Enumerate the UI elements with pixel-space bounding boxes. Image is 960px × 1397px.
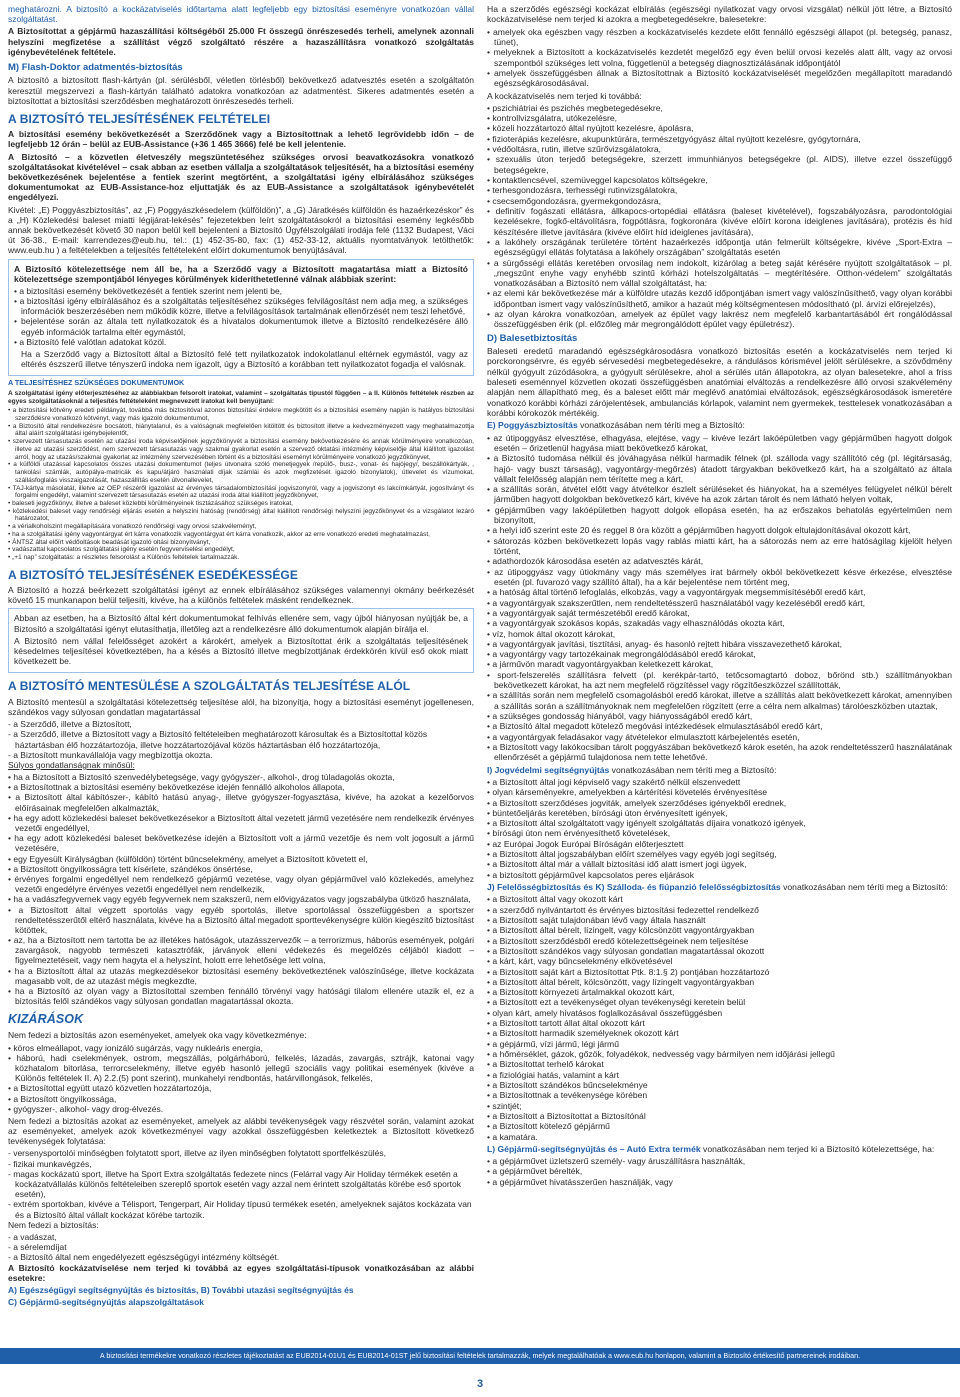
- right-list-1: [487, 27, 952, 89]
- list-item: • gépjárműben vagy lakóépületben hagyott dolgok ellopása esetén, ha az erőszakos behatolás egyértelműen nem bizonyított,: [487, 505, 952, 526]
- list-item: • olyan kárseményekre, amelyekben a kártérítési követelés érvényesítése: [487, 787, 952, 797]
- list-item: • a Biztosított által már a vállalt biztosítási idő alatt ismert jogi ügyek,: [487, 859, 952, 869]
- section-l-title: L) Gépjármű-segítségnyújtás és – Autó Extra termék: [487, 1143, 701, 1154]
- list-item: - a sérelemdíjat: [8, 1242, 474, 1252]
- list-item: • sátorozás közben bekövetkezett lopás vagy rablás miatti kárt, ha a sátorozás nem az erre hatóságilag kijelölt helyen történt,: [487, 536, 952, 557]
- documents-intro: A szolgáltatási igény előterjesztéséhez az alábbiakban felsorolt iratokat, valamint – szolgáltatás típustól függően – a II. Különös feltételek részben az egyes szolgáltatásoknál a teljesítés feltételeként megnevezett iratokat kell benyújtani:: [8, 389, 474, 405]
- section-j-header: [487, 882, 952, 892]
- list-item: • ha a Biztosító az olyan vagy a Biztosítottal szemben fennálló törvényi vagy hatósági tilalom ellenére utazik el, ez a biztosítás felől szándékos vagy súlyosan gondatlan magatartással okozta.: [8, 986, 474, 1006]
- section-j-title: J) Felelősségbiztosítás és K) Szálloda- és fiúpanzió felelősségbiztosítás: [487, 882, 781, 893]
- list-item: • a Biztosított által szolgáltatott vagy igényelt szolgáltatás díjaira vonatkozó igények,: [487, 818, 952, 828]
- list-item: • a biztosítási igény elbírálásához és a szolgáltatás teljesítéséhez szükséges felvilágosítást nem adja meg, a szükséges információk beszerzésében nem működik közre, illetve a felvilágosítások tartalmának ellenőrzését nem teszi lehetővé,: [14, 296, 468, 316]
- list-item: • TAJ-kártya másolatát, illetve az OEP részéről igazolást az érvényes társadalombiztosítási jogviszonyról, vagy a jogviszonyt és lakcímkártyát, jogosítványt és forgalmi engedélyt, valamint szervezett társasutazás esetén az utazási iroda által kiállított jegyzőkönyvet,: [8, 485, 474, 500]
- list-item: • kontaktlencsével, szemüveggel kapcsolatos költségekre,: [487, 175, 952, 185]
- list-item: • az elemi kár bekövetkezése már a külföldre utazás kezdő időpontjában ismert vagy valószínűsíthető, vagy olyan korábbi időpontban ismert vagy valószínűsíthető, amikor a hazaút még költségmentesen módosítható (pl. árvízi előrejelzés),: [487, 288, 952, 309]
- list-item: - a Szerződő, illetve a Biztosított vagy a Biztosító feltételeiben meghatározott károsultak és a Biztosítottal közös háztartásban élő hozzátartozója, illetve hozzátartozójával közös háztartásban élő hozzátartozója,: [8, 729, 474, 749]
- list-item: • pszichiátriai és pszichés megbetegedésekre,: [487, 103, 952, 113]
- list-item: - magas kockázatú sport, illetve ha Sport Extra szolgáltatás fedezete nincs (Felárral vagy Air Holiday térmékek esetén a kockázatvállalás különös feltételeiben szereplő sportok esetén vagy azzal nem érintett szolgáltatás körébe eső sportok esetén),: [8, 1169, 474, 1200]
- list-item: • a fiziológiai hatás, valamint a kárt: [487, 1070, 952, 1080]
- feltetel-2: A Biztosító – a közvetlen életveszély megszüntetéséhez szükséges orvosi beavatkozásokra vonatkozó szolgáltatásokat kivételével – csak abban az esetben vállalja a szolgáltatások teljesítését, ha a biztosítási esemény bekövetkezésének bejelentése a fentiek szerint megtörtént, a szolgáltatási igény elbírálásához szükséges dokumentumokat az EUB-Assistance-hoz eljuttatják és az EUB-Assistance a szolgáltatások igénybevételét engedélyezi.: [8, 151, 474, 203]
- section-j-list: [487, 894, 952, 1142]
- list-item: • baleseti jegyzőkönyv, illetve a baleset közlebbi körülményeinek tisztázásához szükséges iratokat,: [8, 500, 474, 508]
- list-item: • az útipoggyász elvesztése, elhagyása, elejtése, vagy – kivéve lezárt lakóépületben vagy gépjárműben hagyott dolgok esetén – őrizetlenül hagyása miatt bekövetkező károkat,: [487, 433, 952, 454]
- list-item: • a gépjármű, vízi jármű, légi jármű: [487, 1039, 952, 1049]
- intro-selfpay: A Biztosítottat a gépjármű hazaszállítási költségéből 25.000 Ft összegű önrészesedés terheli, amelynek azonnali helyszíni megfizetése a szállítást végző szolgáltató részére a hazaszállításra vonatkozó szolgáltatás igénybevételének feltétele.: [8, 26, 474, 57]
- sulyos-list: [8, 772, 474, 1006]
- list-item: • a szerződő nyilvántartott és érvényes biztosítási fedezettel rendelkező: [487, 905, 952, 915]
- list-item: - fizikai munkavégzés,: [8, 1159, 474, 1169]
- list-item: • szexuális úton terjedő betegségekre, szerzett immunhiányos betegségekre (pl. AIDS), illetve ezzel összefüggő betegségekre,: [487, 154, 952, 175]
- list-item: • ha a szolgáltatási igény vagyontárgyat ért kárra vonatkozik vagyontárgyat ért kárra vonatkozik, akkor az erre vonatkozó eredeti meghatalmazást,: [8, 531, 474, 539]
- heading-feltetelei: A BIZTOSÍTÓ TELJESÍTÉSÉNEK FELTÉTELEI: [8, 111, 271, 126]
- list-item: • a szállítás során, átvétel előtt vagy átvételkor észlelt sérüléseket és hiányokat, ha a személyes felügyelet nélkül bérelt járműben hagyott dolgokban bekövetkező kárt, kivéve ha azok zártan tárolt és nem látható helyen voltak,: [487, 484, 952, 505]
- list-item: - versenysportolói minőségben folytatott sport, illetve az ilyen minőségben folytatott sportfelkészülés,: [8, 1148, 474, 1158]
- list-item: • a Biztosított szándékos bűncselekménye: [487, 1080, 952, 1090]
- list-item: • melyeknek a Biztosított a kockázatviselés kezdetét megelőző egy éven belül orvosi kezelés alatt állt, vagy az orvosi szempontból szükséges lett volna, függetlenül a betegség diagnosztizálásának időpontjától: [487, 47, 952, 68]
- list-item: • olyan kárt, amely hivatásos foglalkozásával összefüggésben: [487, 1008, 952, 1018]
- list-item: • a biztosítási esemény bekövetkezését a fentiek szerint nem jelenti be,: [14, 286, 468, 296]
- list-item: • csecsemőgondozásra, gyermekgondozásra,: [487, 196, 952, 206]
- list-item: • ha a Biztosított által az utazás megkezdésekor biztosítási esemény bekövetkeztének valószínűsége, illetve kockázata magasabb volt, de az utazást mégis megkezdte,: [8, 966, 474, 986]
- list-item: • az olyan károkra vonatkozóan, amelyek az épület vagy lakrész nem megfelelő karbantartásából ért rongálódással összefüggésben érik (pl. előzőleg már megrongálódott épület vagy épületrész).: [487, 309, 952, 330]
- list-item: • az, ha a Biztosított nem tartotta be az illetékes hatóságok, utazásszervezők – a terrorizmus, háborús események, polgári zavargások, nagyobb természeti katasztrófák, járványok elleni védekezés és megelőzés céljából kiadott – figyelmeztetéseit, vagy nem hagyta el a helyszínt, holott erre lehetősége lett volna,: [8, 935, 474, 966]
- documents-box: [8, 608, 474, 673]
- kizarasok-list: [8, 1043, 474, 1114]
- box1-list: [14, 286, 468, 347]
- list-item: • a Biztosított saját kárt a Biztosítottat Ptk. 8:1.§ 2) pontjában hozzátartozó: [487, 967, 952, 977]
- list-item: • a Biztosított harmadik személyeknek okozott kárt: [487, 1028, 952, 1038]
- list-item: • a Biztosított kötelező gépjármű: [487, 1121, 952, 1131]
- list-item: • a vérialkoholszint megállapítására vonatkozó rendőrségi vagy orvosi szakvéleményt,: [8, 523, 474, 531]
- list-item: • az Európai Jogok Európai Bíróságán előterjesztett: [487, 839, 952, 849]
- list-item: • a Biztosított által vagy okozott kárt: [487, 894, 952, 904]
- list-item: • a Biztosítottnak a biztosítási esemény bekövetkezése idején fennálló alkoholos állapota,: [8, 782, 474, 792]
- list-item: • a Biztosított tartott állat által okozott kárt: [487, 1018, 952, 1028]
- section-i-intro: vonatkozásában nem téríti meg a Biztosító:: [611, 764, 777, 775]
- section-i-title: I) Jogvédelmi segítségnyújtás: [487, 764, 610, 775]
- list-item: • víz, homok által okozott károkat,: [487, 629, 952, 639]
- heading-esedekesseg: A BIZTOSÍTÓ TELJESÍTÉSÉNEK ESEDÉKESSÉGE: [8, 567, 298, 582]
- list-item: • a Biztosított környezeti ártalmakkal okozott kárt,: [487, 987, 952, 997]
- mentesules-intro: A Biztosító mentesül a szolgáltatási kötelezettség teljesítése alól, ha bizonyítja, hogy a biztosítási eseményt jogellenesen, szándékos vagy súlyosan gondatlan magatartással: [8, 696, 474, 717]
- heading-mentesules: A BIZTOSÍTÓ MENTESÜLÉSE A SZOLGÁLTATÁS TELJESÍTÉSE ALÓL: [8, 679, 411, 694]
- list-item: • a vagyontárgy vagy tartozékainak megrongálódásából eredő károkat,: [487, 649, 952, 659]
- section-l-intro: vonatkozásában nem terjed ki a Biztosító kötelezettsége, ha:: [703, 1143, 935, 1154]
- kizarasok-2: Nem fedezi a biztosítás azokat az eseményeket, amelyek az alábbi tevékenységek vagy részvétel során, valamint azokat az eseményeket, amelyek azok következményei vagy azokkal összefüggésben keletkeztek a Biztosított következő tevékenységek folytatása:: [8, 1115, 474, 1147]
- kizarasok-dash-list: [8, 1148, 474, 1219]
- list-item: • érvényes forgalmi engedéllyel nem rendelkező gépjármű vezetése, vagy olyan gépjárművel való közlekedés, amelyhez vezetői engedélyre érvényes vezetői engedéllyel nem rendelkezik,: [8, 874, 474, 894]
- list-item: • amelyek összefüggésben állnak a Biztosítottnak a Biztosító kockázatviselését megelőzően megállapított maradandó egészségkárosodásával.: [487, 68, 952, 89]
- list-item: • a Biztosított ezt a tevékenységet olyan tevékenységi keretein belül: [487, 997, 952, 1007]
- list-item: • a Biztosító által rendelkezésre bocsátott, hiánytalanul, és a valóságnak megfelelően kitöltött és biztosított illetve a kedvezményezett vagy meghatalmazottja által aláírt szolgáltatási igénybejelentőt,: [8, 423, 474, 438]
- list-item: • a Biztosítottat terhelő károkat: [487, 1059, 952, 1069]
- list-item: • a Biztosított szándékos vagy súlyosan gondatlan magatartással okozott: [487, 946, 952, 956]
- list-item: • közeli hozzátartozó által nyújtott kezelésre, ápolásra,: [487, 123, 952, 133]
- section-e-list: [487, 433, 952, 763]
- kizarasok-dash-list-2: [8, 1232, 474, 1263]
- list-item: • szervezett társasutazás esetén az utazási iroda képviselőjének jegyzőkönyvét a biztosítási esemény bekövetkezésére és annak körülményeire vonatkozóan, illetve az utazási szerződést, nem szervezett társasutazás vagy szakmai gyakorlat esetén a szervező oktatási intézmény képviselője által kiállított igazolást arról, hogy az utazás/szakmai gyakorlat az intézmény szervezésében történt és a biztosítási eseményt körülményeire vonatkozó jegyzőkönyvet,: [8, 438, 474, 461]
- list-item: • sport-felszerelés szállításra felvett (pl. kerékpár-tartó, tetőcsomagtartó doboz, bőrönd stb.) szállítmányokban bekövetkezett károkat, ha azt nem megfelelő rögzítéssel vagy rögzítőeszközzel szállították,: [487, 670, 952, 691]
- list-item: • a Biztosítottal együtt utazó közvetlen hozzátartozója,: [8, 1083, 474, 1093]
- list-item: • a Biztosított saját tulajdonában lévő vagy általa használt: [487, 915, 952, 925]
- section-l-header: [487, 1144, 952, 1154]
- list-item: - a Szerződő, illetve a Biztosított,: [8, 719, 474, 729]
- list-item: • a Biztosított szerződésből eredő kötelezettségeinek nem teljesítése: [487, 936, 952, 946]
- box1-intro: A Biztosító kötelezettsége nem áll be, ha a Szerződő vagy a Biztosított magatartása miatt a Biztosító kötelezettsége szempontjából lényeges körülmények kideríthetetlenné válnak alábbiak szerint:: [14, 263, 468, 284]
- list-item: • egy Egyesült Királyságban (külföldön) történt bűncselekmény, amelyet a Biztosított követett el,: [8, 854, 474, 864]
- list-item: • a Biztosított által végzett sportolás vagy egyéb sportolás, illetve sportolással összefüggésben a sportszer rendeltetésszerűtől eltérő használata, kivéve ha a Biztosító által megadott sporttevékenységre külön kiegészítő biztosítást kötöttek,: [8, 905, 474, 936]
- list-item: • a vagyontárgyak szokásos kopás, szakadás vagy elhasználódás okozta kárt,: [487, 618, 952, 628]
- list-item: • ha a vadászfegyvernek vagy egyéb fegyvernek nem szakszerű, nem elővigyázatos vagy jogszabályba ütköző használata,: [8, 894, 474, 904]
- kizarasok-3: Nem fedezi a biztosítás:: [8, 1219, 99, 1230]
- list-item: • „+1 nap” szolgáltatás: a részletes felsorolást a Különös feltételek tartalmazzák.: [8, 554, 474, 562]
- list-item: • a külföldi utazással kapcsolatos összes utazási dokumentumot (teljes útvonalra szóló menetjegyek /repülő-, busz-, vonat- és hajójegy/, beszállókártyák, , tankolási számlák, autópálya-matricák és kapu/átjáró használati díjak számlái és azok megfizetését igazoló bizonylatok), útlevelet és vízumokat, szállásfoglalás visszaigazolását, hazaszállítás esetén útvonallevelet,: [8, 461, 474, 484]
- list-item: • a lakóhely országának területére történt hazaérkezés időpontja után felmerült költségekre, kivéve „Sport-Extra – egészségügyi ellátás folytatása a lakóhely országában” szolgáltatás esetén: [487, 237, 952, 258]
- list-item: • a Biztosított szerződéses jogviták, amelyek szerződéses igényekből erednek,: [487, 798, 952, 808]
- section-m-text: A biztosító a biztosított flash-kártyán (pl. sérülésből, véletlen törlésből) bekövetkező adatvesztés esetén a szolgáltatón keresztül megszervezi a flash-kártyán található adatokra vonatkozóan az adatmentést. Sikeres adatmentés esetén a biztosítottat a biztosítási szerződésben meghatározott önrészesedés terheli.: [8, 75, 474, 106]
- list-item: • bírósági úton nem érvényesíthető követelések,: [487, 828, 952, 838]
- list-item: • büntetőeljárás keretében, bírósági úton érvényesített igények,: [487, 808, 952, 818]
- list-item: • a Biztosított öngyilkossága,: [8, 1094, 474, 1104]
- list-item: • a hőmérséklet, gázok, gőzök, folyadékok, nedvesség vagy bármilyen nem időjárási jellegű: [487, 1049, 952, 1059]
- list-item: • háború, hadi cselekmények, ostrom, megszállás, polgárháború, felkelés, lázadás, zavargás, sztrájk, katonai vagy közhatalom bitorlása, terrorcselekmény, illetve egyéb hasonló jellegű szociális vagy politikai események (kivéve a Különös feltételek II. A) 2.2.(5) pont szerint), munkahelyi rendbontás, határvillongások, felkelés,: [8, 1053, 474, 1084]
- right-column: [487, 4, 952, 1189]
- list-item: • a biztosított gépjárművel kapcsolatos peres eljárások: [487, 870, 952, 880]
- list-item: • a Biztosított által jogi képviselő vagy szakértő nélkül elszenvedett: [487, 777, 952, 787]
- left-column: [8, 4, 474, 1309]
- box1-outro: Ha a Szerződő vagy a Biztosított által a Biztosító felé tett nyilatkozatok indokolatlanul eltérnek egymástól, vagy az eltérés észszerű illetve tényszerű indoka nem igazolt, úgy a Biztosító a korábban tett nyilatkozatot fogadja el valósnak.: [21, 349, 468, 370]
- obligation-box: [8, 259, 474, 377]
- right-list-2: [487, 103, 952, 330]
- list-item: • a Biztosítottnak a tevékenysége körében: [487, 1090, 952, 1100]
- list-item: • a vagyontárgyak feladásakor vagy átvételekor elmulasztott kárbejelentés esetén,: [487, 732, 952, 742]
- list-item: • a Biztosított által bérelt, kölcsönzött, vagy lízingelt vagyontárgyakban: [487, 977, 952, 987]
- list-item: • terhesgondozásra, terhességi rutinvizsgálatokra,: [487, 185, 952, 195]
- box2-p2: A Biztosító nem vállal felelősséget azokért a károkért, amelyek a Biztosítottat érik a szolgáltatás teljesítésének késedelmes teljesítései következtében, ha a késés a Biztosító illetve megbízottjának érdekkörén kívül eső okok miatt következett be.: [14, 635, 468, 667]
- feltetel-1: A biztosítási esemény bekövetkezését a Szerződőnek vagy a Biztosítottnak a lehető legrövidebb időn – de legfeljebb 12 órán – belül az EUB-Assistance (+36 1 465 3666) felé be kell jelentenie.: [8, 129, 474, 150]
- section-e-intro: vonatkozásában nem téríti meg a Biztosító:: [580, 420, 745, 431]
- list-item: • ha egy adott közlekedési baleset bekövetkezésekor a Biztosított által vezetett jármű vezetésére nem rendelkezik érvényes vezetői engedéllyel,: [8, 813, 474, 833]
- list-item: • szintjét;: [487, 1101, 952, 1111]
- list-item: • a Biztosított által jogszabályban előírt személyes vagy egyéb jogi segítség,: [487, 849, 952, 859]
- section-i-header: [487, 765, 952, 775]
- list-item: • a hatóság által történő lefoglalás, elkobzás, vagy a vagyontárgyak megsemmisítéséből eredő kárt,: [487, 587, 952, 597]
- list-item: • amelyek oka egészben vagy részben a kockázatviselés kezdete előtt fennálló egészségi állapot (pl. betegség, panasz, tünet),: [487, 27, 952, 48]
- list-item: • a járművön maradt vagyontárgyakban keletkezett károkat,: [487, 659, 952, 669]
- list-item: • fizioterápiás kezelésre, akupunktúrára, természetgyógyász által nyújtott kezelésre, gyógytornára,: [487, 134, 952, 144]
- list-item: • a Biztosító felé valótlan adatokat közöl.: [14, 337, 468, 347]
- documents-section: [8, 379, 474, 561]
- list-item: • a Biztosított öngyilkosságra tett kísérlete, szándékos önsértése,: [8, 864, 474, 874]
- list-item: • a kárt, kárt, vagy bűncselekmény elkövetésével: [487, 956, 952, 966]
- section-m-title: M) Flash-Doktor adatmentés-biztosítás: [8, 61, 183, 73]
- list-item: • a szállítás során nem megfelelő csomagolásból eredő károkat, illetve a szállítás alatt bekövetkezett károkat, amennyiben a szállítás során a szállítmányoknak nem megfelelően rögzített (erre a célra nem alkalmas) tárolóeszközben utaztak,: [487, 690, 952, 711]
- list-item: • bejelentése során az általa tett nyilatkozatok és a hivatalos dokumentumok illetve a Biztosító rendelkezésére álló egyéb információk tartalma eltér egymástól,: [14, 316, 468, 336]
- list-item: • a vagyontárgyak saját természetéből eredő károkat,: [487, 608, 952, 618]
- list-item: • a Biztosító által megadott kötelező megóvási intézkedések elmulasztásából eredő kárt,: [487, 721, 952, 731]
- list-item: • a gépjárművet bérelték,: [487, 1166, 952, 1176]
- esedekesseg-text: A Biztosító a hozzá beérkezett szolgáltatási igényt az ennek elbírálásához szükséges valamennyi okmány beérkezését követő 15 munkanapon belül teljesíti, kivéve, ha a különös feltételek másként rendelkeznek.: [8, 585, 474, 606]
- right-intro: Ha a szerződés egészségi kockázat elbírálás (egészségi nyilatkozat vagy orvosi vizsgálat) nélkül jött létre, a Biztosító kockázatviselése nem terjed ki azokra a megbetegedésekre, balesetekre:: [487, 4, 952, 25]
- list-item: • közlekedési baleset vagy rendőrségi eljárás esetén a helyszíni hatóság (rendőrség) által kiállított rendőrségi helyszíni jegyzőkönyvet és a vizsgálatot lezáró határozatot,: [8, 508, 474, 523]
- list-item: • a kamatára.: [487, 1132, 952, 1142]
- list-item: • kontrollvizsgálatra, utókezelésre,: [487, 113, 952, 123]
- section-j-intro: vonatkozásában nem téríti meg a Biztosító:: [783, 882, 948, 893]
- list-item: - a Biztosító által nem engedélyezett egészségügyi intézmény költségét.: [8, 1252, 474, 1262]
- box2-p1: Abban az esetben, ha a Biztosító által kért dokumentumokat felhívás ellenére sem, vagy újból hiányosan nyújtják be, a Biztosító a szolgáltatási igényt elutasíthatja, illetőleg azt a rendelkezésre álló dokumentumok alapján bírálja el.: [14, 613, 468, 634]
- list-item: • köros elmeállapot, vagy ionizáló sugárzás, vagy nukleáris energia,: [8, 1043, 474, 1053]
- kizarasok-4: A Biztosító kockázatviselése nem terjed ki továbbá az egyes szolgáltatási-típusok vonatkozásában az alábbi esetekre:: [8, 1262, 474, 1283]
- list-item: - extrém sportokban, kivéve a Télisport, Tengerpart, Air Holiday típusú termékek esetén, amelyeknek sajátos kockázata van és a Biztosító által vállalt kockázat körébe tartozik.: [8, 1199, 474, 1219]
- list-item: • ha egy adott közlekedési baleset bekövetkezése idején a Biztosított volt a jármű vezetője és nem volt jogosult a jármű vezetésére,: [8, 833, 474, 853]
- list-item: • az útipoggyász vagy útiokmány vagy más személyes irat bármely okból bekövetkezett késve érkezése, elvesztése esetén (pl. fuvarozó vagy szállító által), ha a kár bejelentése nem történt meg,: [487, 567, 952, 588]
- list-item: • a Biztosított által kábítószer-, kábító hatású anyag-, illetve gyógyszer-fogyasztása, kivéve, ha azokat a kezelőorvos előírásainak megfelelően alkalmazták,: [8, 792, 474, 812]
- list-item: • a sürgősségi ellátás keretében orvosilag nem indokolt, kizárólag a beteg saját kérésére nyújtott szolgáltatások – pl. „megszűnt enyhe vagy enyhébb szintű kórházi hotelszolgáltatás – megtérítésére. Otthon-védelem” szolgáltatás vonatkozásában a Biztosító nem vállal szolgáltatást, ha:: [487, 258, 952, 289]
- section-d-title: D) Balesetbiztosítás: [487, 332, 578, 344]
- intro-paragraph: meghatározni. A biztosító a kockázatviselés időtartama alatt legfeljebb egy biztosítási eseményre vonatkozóan vállal szolgáltatást.: [8, 4, 474, 25]
- list-item: • definitív fogászati ellátásra, állkapocs-ortopédiai ellátásra (baleset kivételével), fogszabályozásra, parodontológiai kezelésekre, fogkő-eltávolításra, fogpótlásra, fogkoronára (kivéve előírt korona ideiglenes javítására), protézis és híd készítésére illetve javítására (kivéve előírt híd ideiglenes javítására),: [487, 206, 952, 237]
- mentesules-list: [8, 719, 474, 760]
- list-item: • a gépjárművet üzletszerű személy- vagy áruszállításra használták,: [487, 1156, 952, 1166]
- list-item: • adathordozók károsodása esetén az adatvesztés kárát,: [487, 556, 952, 566]
- section-i-list: [487, 777, 952, 880]
- list-item: • védőoltásra, rutin, illetve szűrővizsgálatokra,: [487, 144, 952, 154]
- kizarasok-a: A) Egészségügyi segítségnyújtás és biztosítás, B) További utazási segítségnyújtás és: [8, 1284, 354, 1295]
- list-item: • a Biztosító tudomása nélkül és jóváhagyása nélkül harmadik félnek (pl. szálloda vagy szállítótó cég (pl. légitársaság, hajó- vagy buszt társaság), vagyontárgy-megőrzés) átadott tárgyakban bekövetkező kárt, ha a szolgáltató az általa vállalt felelősség alapján nem térítette meg a kárt,: [487, 453, 952, 484]
- heading-kizarasok: KIZÁRÁSOK: [8, 1012, 84, 1027]
- section-e-title: E) Poggyászbiztosítás: [487, 420, 578, 431]
- list-item: • a gépjárművet hivatásszerűen használják, vagy: [487, 1177, 952, 1187]
- documents-list: [8, 407, 474, 561]
- list-item: • vadászattal kapcsolatos szolgáltatási igény esetén fegyverviselési engedélyt,: [8, 546, 474, 554]
- list-item: • a Biztosított vagy lakókocsiban tárolt poggyászában bekövetkező károk esetén, ha azok rendeltetésszerű használatának ellenőrzését a gépjármű tulajdonosa nem tette lehetővé.: [487, 742, 952, 763]
- section-l-list: [487, 1156, 952, 1187]
- list-item: • ha a Biztosított a Biztosító szenvedélybetegsége, vagy gyógyszer-, alkohol-, drog túladagolás okozta,: [8, 772, 474, 782]
- list-item: • gyógyszer-, alkohol- vagy drog-élvezés.: [8, 1104, 474, 1114]
- list-item: - a vadászat,: [8, 1232, 474, 1242]
- list-item: • a szükséges gondosság hiányából, vagy hiányosságából eredő kárt,: [487, 711, 952, 721]
- right-p2: A kockázatviselés nem terjed ki továbbá:: [487, 90, 642, 101]
- list-item: - a Biztosított munkavállalója vagy megbízottja okozta.: [8, 750, 474, 760]
- page-number: 3: [476, 1378, 484, 1390]
- list-item: • ÁNTSZ által előírt védőoltások beadását igazoló oltási bizonyítványt,: [8, 539, 474, 547]
- footer-bar: A biztosítási termékekre vonatkozó részletes tájékoztatást az EUB2014-01U1 és EUB2014-01ST jelű biztosítási feltételek tartalmazzák, melyek megtalálhatóak a www.eub.hu honlapon, valamint a Biztosító értékesítő partnereinek irodáiban.: [0, 1348, 960, 1364]
- section-e-header: [487, 420, 952, 430]
- list-item: • a Biztosított által bérelt, lízingelt, vagy kölcsönzött vagyontárgyakban: [487, 925, 952, 935]
- list-item: • a helyi idő szerint este 20 és reggel 8 óra között a gépjárműben hagyott dolgok eltulajdonításával okozott kárt,: [487, 525, 952, 535]
- kizarasok-intro: Nem fedezi a biztosítás azon eseményeket, amelyek oka vagy következménye:: [8, 1030, 307, 1041]
- feltetel-3: Kivétel: „E) Poggyászbiztosítás”, az „F) Poggyászkésedelem (külföldön)”, a „G) Járatkésés külföldön és hazaérkezéskor” és a „H) Közlekedési baleset miatti légijárat-lekésés” fejezetekben leírt szolgáltatásokról a biztosítási esemény legkésőbb annak bekövetkezését követő 30 napon belül kell bejelenteni a Biztosító Ügyfélszolgálati irodája felé (1132 Budapest, Váci út 36-38., E-mail: karrendezes@eub.hu, tel.: (1) 452-35-80, fax: (1) 452-33-12, aktuális nyomtatványok letölthetők: www.eub.hu ) a feltételekben a teljesítés feltételeként előírt dokumentumok benyújtásával.: [8, 204, 474, 256]
- list-item: • a vagyontárgyak szakszerűtlen, nem rendeltetésszerű használatából vagy kezeléséből eredő kárt,: [487, 598, 952, 608]
- list-item: • a biztosítási kötvény eredeti példányát, továbbá más biztosítóval azonos biztosítási érdekre megkötött és a biztosítási esemény napján is hatályos biztosítási szerződésre vonatkozó kötvényt, vagy más igazoló dokumentumot,: [8, 407, 474, 422]
- list-item: • a Biztosított a Biztosítottat a Biztosítónál: [487, 1111, 952, 1121]
- kizarasok-c: C) Gépjármű-segítségnyújtás alapszolgáltatások: [8, 1297, 205, 1308]
- section-d-text: Baleseti eredetű maradandó egészségkárosodásra vonatkozó biztosítás esetén a kockázatviselés nem terjed ki porckorongsérvre, és egyéb sérvesedési megbetegedésekre, a rándulásos kórismével jelölt sérülésekre, a szövődmény nélkül gyógyult zúzódásokra, a gyógyult sérülésekre, ahol a sérülés után állapotokra, az olyan balesetekre, ahol a friss baleseti eseménnyel közvetlen okozati összefüggésben anatómiai elváltozás a rendelkezésre álló orvosi szakvélemény alapján nem állapítható meg, és a baleset előtt már meglévő anatómiai elváltozások, egészségkárosodások ismeretére vonatkozó korábbi kórházi zárójelentések, ambulanciás kórlapok, valamint nem gyermekek, testtelesek vonatkozásában a korábbi kórokozók mértékéig.: [487, 346, 952, 418]
- documents-title: A TELJESÍTÉSHEZ SZÜKSÉGES DOKUMENTUMOK: [8, 378, 185, 388]
- list-item: • a vagyontárgyak javítási, tisztítási, anyag- és hasonló rejtett hibára visszavezethető károkat,: [487, 639, 952, 649]
- sulyos-label: Súlyos gondatlanságnak minősül:: [8, 759, 135, 770]
